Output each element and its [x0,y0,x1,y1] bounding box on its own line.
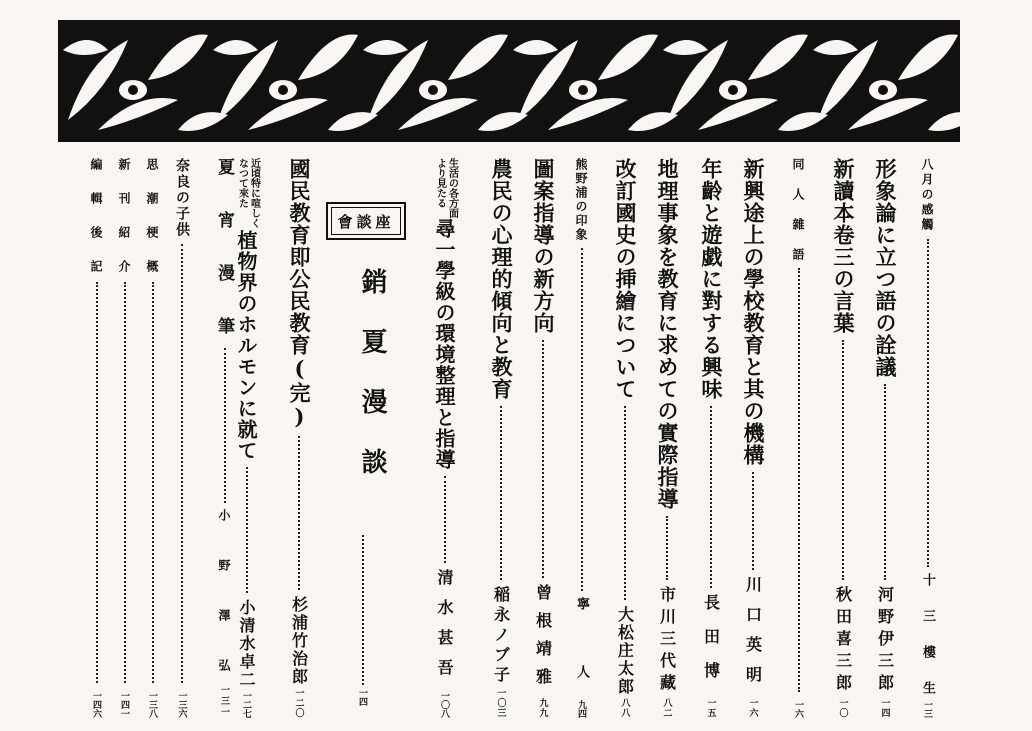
leader-dots [246,467,248,593]
entry-page: 一四一 [119,691,129,718]
entry-page: 一六 [793,700,803,718]
leader-dots [927,239,929,567]
toc-entry-e15[interactable] [212,158,237,718]
leader-dots [224,348,226,503]
entry-author: 川口英明 [743,576,763,696]
entry-title: 新讀本卷三の言葉 [831,158,856,334]
entry-page: 一二〇 [293,688,304,718]
entry-page: 九九 [537,698,548,718]
toc-entry-e6[interactable] [696,158,726,718]
toc-entry-e4[interactable] [790,158,807,718]
entry-title: 形象論に立つ語の詮議 [873,158,898,378]
floral-ornament-banner [58,20,960,142]
entry-title: 植物界のホルモンに就て [234,230,258,461]
entry-title-group [432,158,458,218]
leader-dots [666,516,668,580]
entry-page: 八二 [661,698,672,718]
leader-dots [444,476,446,563]
leader-dots [842,340,844,580]
leader-dots [362,535,364,685]
leader-dots [152,282,154,683]
toc-entry-e8[interactable] [610,158,640,718]
entry-author: 曾根靖雅 [533,584,553,696]
entry-author: 大松庄太郎 [615,606,635,696]
leader-dots [752,472,754,570]
entry-title: 年齡と遊戯に對する興味 [699,158,724,400]
entry-page: 一三 [922,700,932,718]
entry-title: 新興途上の學校教育と其の機構 [741,158,766,466]
entry-title: 編 輯 後 記 [89,158,103,276]
entry-author: 十 三 樓 生 [920,573,935,698]
entry-title: 尋一學級の環境整理と指導 [432,218,456,470]
entry-author: 小清水卓二 [237,599,256,689]
entry-page: 一六 [747,698,758,718]
leader-dots [500,406,502,580]
toc-entry-e16[interactable] [172,158,192,718]
entry-subtitle: 近頃特に喧しくなつて來た [236,158,260,228]
entry-page: 一二七 [241,691,251,718]
toc-entry-e18[interactable] [116,158,133,718]
entry-page: 一五 [705,698,716,718]
feature-page: 一四 [357,688,367,706]
toc-entry-e10[interactable] [528,158,558,718]
entry-page: 一三八 [147,691,157,718]
entry-page: 一〇八 [439,691,449,718]
entry-title: 國民教育即公民教育(完) [287,158,312,430]
entry-page: 一四六 [91,691,101,718]
entry-page: 一三六 [176,691,187,718]
entry-author: 稲永ノブ子 [491,586,511,686]
entry-page: 九四 [576,700,586,718]
entry-subtitle: 生活の各方面より見たる [434,158,458,218]
leader-dots [884,384,886,580]
leader-dots [624,406,626,600]
entry-author: 市川三代藏 [657,586,677,696]
entry-author: 河野伊三郎 [875,586,895,696]
entry-title-group [234,158,260,230]
leader-dots [710,406,712,588]
entry-title: 思 潮 梗 概 [145,158,159,276]
leader-dots [124,282,126,683]
entry-page: 八八 [619,698,630,718]
entry-author: 清水甚吾 [435,569,454,689]
leader-dots [581,248,583,591]
entry-title: 八月の感觸 [920,158,934,233]
entry-title: 同 人 雜 語 [791,158,805,262]
entry-author: 秋田喜三郎 [833,586,853,696]
entry-title: 熊野浦の印象 [574,158,588,242]
entry-author: 杉浦竹治郎 [289,596,309,686]
leader-dots [542,340,544,578]
feature-section-label: 座談會 [326,202,406,240]
toc-entry-e7[interactable] [652,158,682,718]
toc-entry-e1[interactable] [918,158,937,718]
entry-title: 夏 宵 漫 筆 [214,158,234,342]
toc-entry-e5[interactable] [738,158,768,718]
toc-entry-e17[interactable] [144,158,161,718]
entry-title: 改訂國史の挿繪について [613,158,638,400]
toc-entry-e2[interactable] [870,158,900,718]
feature-title[interactable]: 銷夏漫談 [357,268,387,508]
entry-title: 圖案指導の新方向 [531,158,556,334]
entry-author: 長田博 [701,594,721,696]
entry-author: 小 野 澤 弘 [217,509,231,683]
toc-entry-e11[interactable] [486,158,516,718]
toc-entry-e12[interactable] [430,158,459,718]
entry-author: 寧 人 [574,597,589,698]
leaf-pattern-icon [58,20,960,142]
entry-title: 地理事象を教育に求めての實際指導 [655,158,680,510]
toc-entry-e9[interactable] [572,158,591,718]
entry-title: 農民の心理的傾向と教育 [489,158,514,400]
leader-dots [298,436,300,590]
entry-title: 新 刊 紹 介 [117,158,131,276]
entry-page: 一四 [879,698,890,718]
entry-page: 一三一 [219,685,229,718]
entry-page: 一〇三 [495,688,506,718]
toc-entry-e3[interactable] [828,158,858,718]
leader-dots [798,268,800,692]
toc-entry-e19[interactable] [88,158,105,718]
leader-dots [181,244,183,683]
toc-entry-e13[interactable] [284,158,314,718]
entry-title: 奈良の子供 [174,158,190,238]
leader-dots [96,282,98,683]
entry-page: 一〇 [837,698,848,718]
